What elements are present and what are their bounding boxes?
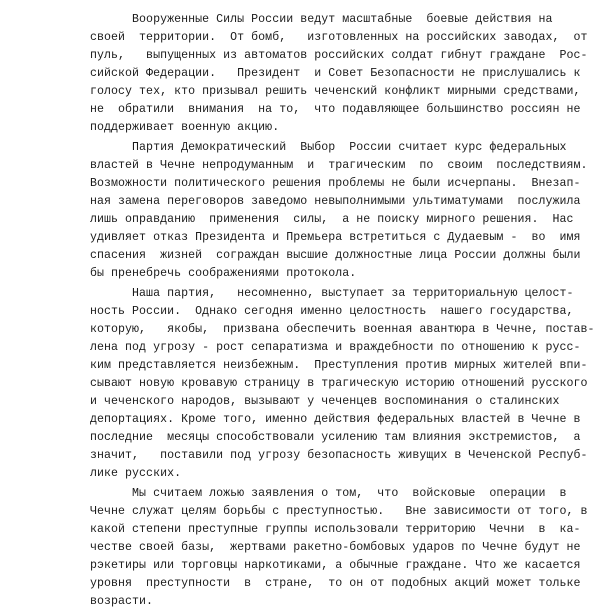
text-line: Партия Демократический Выбор России считает курс федеральных <box>90 141 567 154</box>
text-line: возрасти. <box>90 595 154 608</box>
text-line: Вооруженные Силы России ведут масштабные боевые действия на <box>90 13 553 26</box>
text-line: честве своей базы, жертвами ракетно-бомбовых ударов по Чечне будут не <box>90 541 581 554</box>
text-line: рэкетиры или торговцы наркотиками, а обычные граждане. Что же касается <box>90 559 581 572</box>
text-line: лена под угрозу - рост сепаратизма и враждебности по отношению к русс- <box>90 341 581 354</box>
text-line: уровня преступности в стране, то он от подобных акций может тольке <box>90 577 581 590</box>
text-line: Наша партия, несомненно, выступает за территориальную целост- <box>90 287 574 300</box>
text-line: властей в Чечне непродуманным и трагическим по своим последствиям. <box>90 159 588 172</box>
text-line: которую, якобы, призвана обеспечить военная авантюра в Чечне, постав- <box>90 323 595 336</box>
text-line: своей территории. От бомб, изготовленных на российских заводах, от <box>90 31 588 44</box>
text-line: ким представляется неизбежным. Преступления против мирных жителей впи- <box>90 359 588 372</box>
text-line: значит, поставили под угрозу безопасность живущих в Чеченской Респуб- <box>90 449 588 462</box>
text-line: какой степени преступные группы использовали территорию Чечни в ка- <box>90 523 581 536</box>
text-line: удивляет отказ Президента и Премьера встретиться с Дудаевым - во имя <box>90 231 581 244</box>
text-line: и чеченского народов, вызывают у чеченцев воспоминания о сталинских <box>90 395 560 408</box>
text-line: Возможности политического решения проблемы не были исчерпаны. Внезап- <box>90 177 581 190</box>
text-line: Мы считаем ложью заявления о том, что войсковые операции в <box>90 487 567 500</box>
text-line: лишь оправданию применения силы, а не поиску мирного решения. Нас <box>90 213 574 226</box>
text-line: поддерживает военную акцию. <box>90 121 280 134</box>
text-line: пуль, выпущенных из автоматов российских солдат гибнут граждане Рос- <box>90 49 588 62</box>
text-line: сийской Федерации. Президент и Совет Безопасности не прислушались к <box>90 67 581 80</box>
text-line: спасения жизней сограждан высшие должностные лица России должны были <box>90 249 581 262</box>
text-line: депортациях. Кроме того, именно действия федеральных властей в Чечне в <box>90 413 581 426</box>
text-line: последние месяцы способствовали усилению там влияния экстремистов, а <box>90 431 581 444</box>
text-line: не обратили внимания на то, что подавляющее большинство россиян не <box>90 103 581 116</box>
text-line: бы пренебречь соображениями протокола. <box>90 267 357 280</box>
text-line: сывают новую кровавую страницу в трагическую историю отношений русского <box>90 377 588 390</box>
text-line: голосу тех, кто призывал решить чеченский конфликт мирными средствами, <box>90 85 581 98</box>
text-line: ная замена переговоров заведомо невыполнимыми ультиматумами послужила <box>90 195 581 208</box>
text-line: ность России. Однако сегодня именно целостность нашего государства, <box>90 305 574 318</box>
text-line: Чечне служат целям борьбы с преступностью. Вне зависимости от того, в <box>90 505 588 518</box>
text-line: лике русских. <box>90 467 182 480</box>
